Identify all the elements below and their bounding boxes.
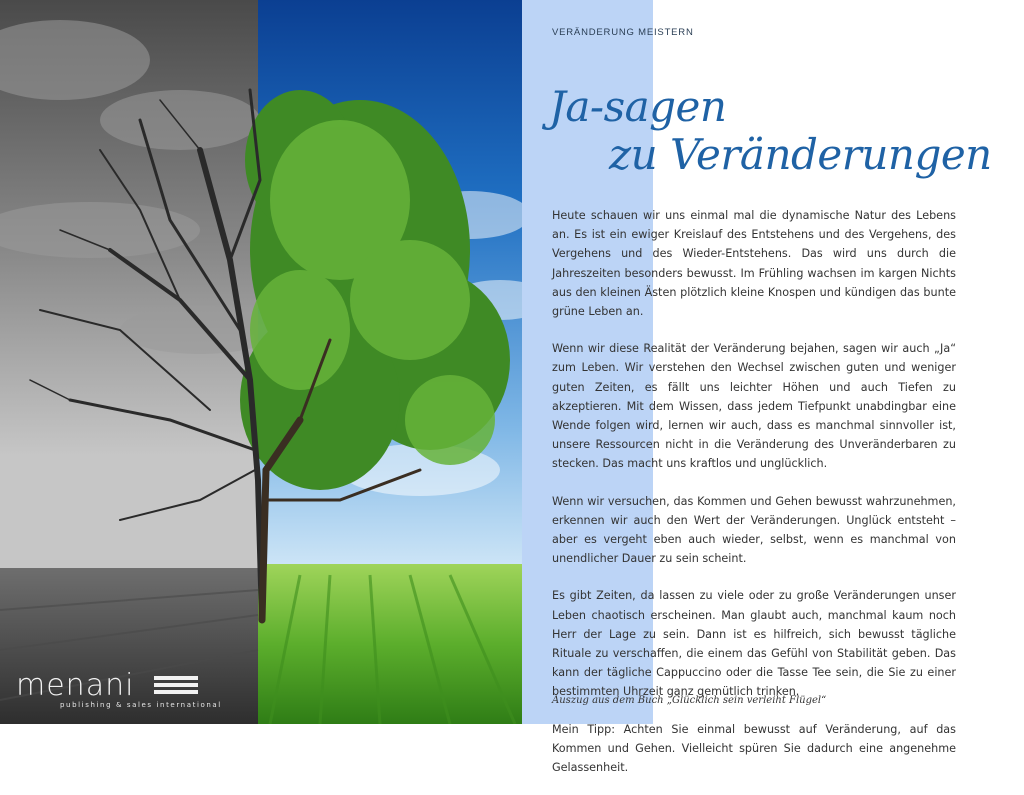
paragraph-1: Heute schauen wir uns einmal mal die dynamische Natur des Lebens an. Es ist ein ewiger Kreislauf des Entstehens und des Vergehens, des Vergehens und des Wieder-Entstehens. Das wird uns durch die Jahreszeiten besonders bewusst. Im Frühling wachsen im kargen Nichts aus den kleinen Ästen plötzlich kleine Knospen und kündigen das bunte grüne Leben an. <box>552 209 956 319</box>
publisher-logo <box>16 668 222 712</box>
logo-tagline: publishing & sales international <box>60 701 222 709</box>
paragraph-4: Es gibt Zeiten, da lassen zu viele oder zu große Veränderungen unser Leben chaotisch erscheinen. Man glaubt auch, manchmal kaum noch Herr der Lage zu sein. Dann ist es hilfreich, sich bewusst tägliche Rituale zu verschaffen, die einem das Gefühl von Stabilität geben. Das kann der tägliche Cappuccino oder die Tasse Tee sein, die Sie zu einer bestimmten Uhrzeit ganz gemütlich trinken. <box>552 589 956 699</box>
paragraph-5: Mein Tipp: Achten Sie einmal bewusst auf Veränderung, auf das Kommen und Gehen. Vielleicht spüren Sie dadurch eine angenehme Gelassenheit. <box>552 722 956 775</box>
paragraph-2: Wenn wir diese Realität der Veränderung bejahen, sagen wir auch „Ja“ zum Leben. Wir verstehen den Wechsel zwischen guten und weniger guten Zeiten, es fällt uns leichter Höhen und auch Tiefen zu akzeptieren. Mit dem Wissen, dass jedem Tiefpunkt unabdingbar eine Wende folgen wird, lernen wir auch, dass es manchmal sinnvoller ist, unsere Ressourcen nicht in die Veränderung des Unveränderbaren zu stecken. Das macht uns kraftlos und unglücklich. <box>552 342 956 471</box>
section-kicker: VERÄNDERUNG MEISTERN <box>552 27 694 38</box>
paragraph-3: Wenn wir versuchen, das Kommen und Gehen bewusst wahrzunehmen, erkennen wir auch den Wert der Veränderungen. Unglück entsteht – aber es vergeht eben auch wieder, selbst, wenn es manchmal von unendlicher Dauer zu sein scheint. <box>552 494 956 566</box>
tree-seasons-photo <box>0 0 522 724</box>
book-source-note: Auszug aus dem Buch „Glücklich sein verleiht Flügel“ <box>552 695 827 706</box>
headline-line-1: Ja-sagen <box>549 82 727 131</box>
article-body <box>552 206 956 795</box>
headline-line-2: zu Veränderungen <box>609 130 992 179</box>
logo-wordmark: menani <box>16 668 135 703</box>
logo-lines-icon <box>154 676 198 698</box>
